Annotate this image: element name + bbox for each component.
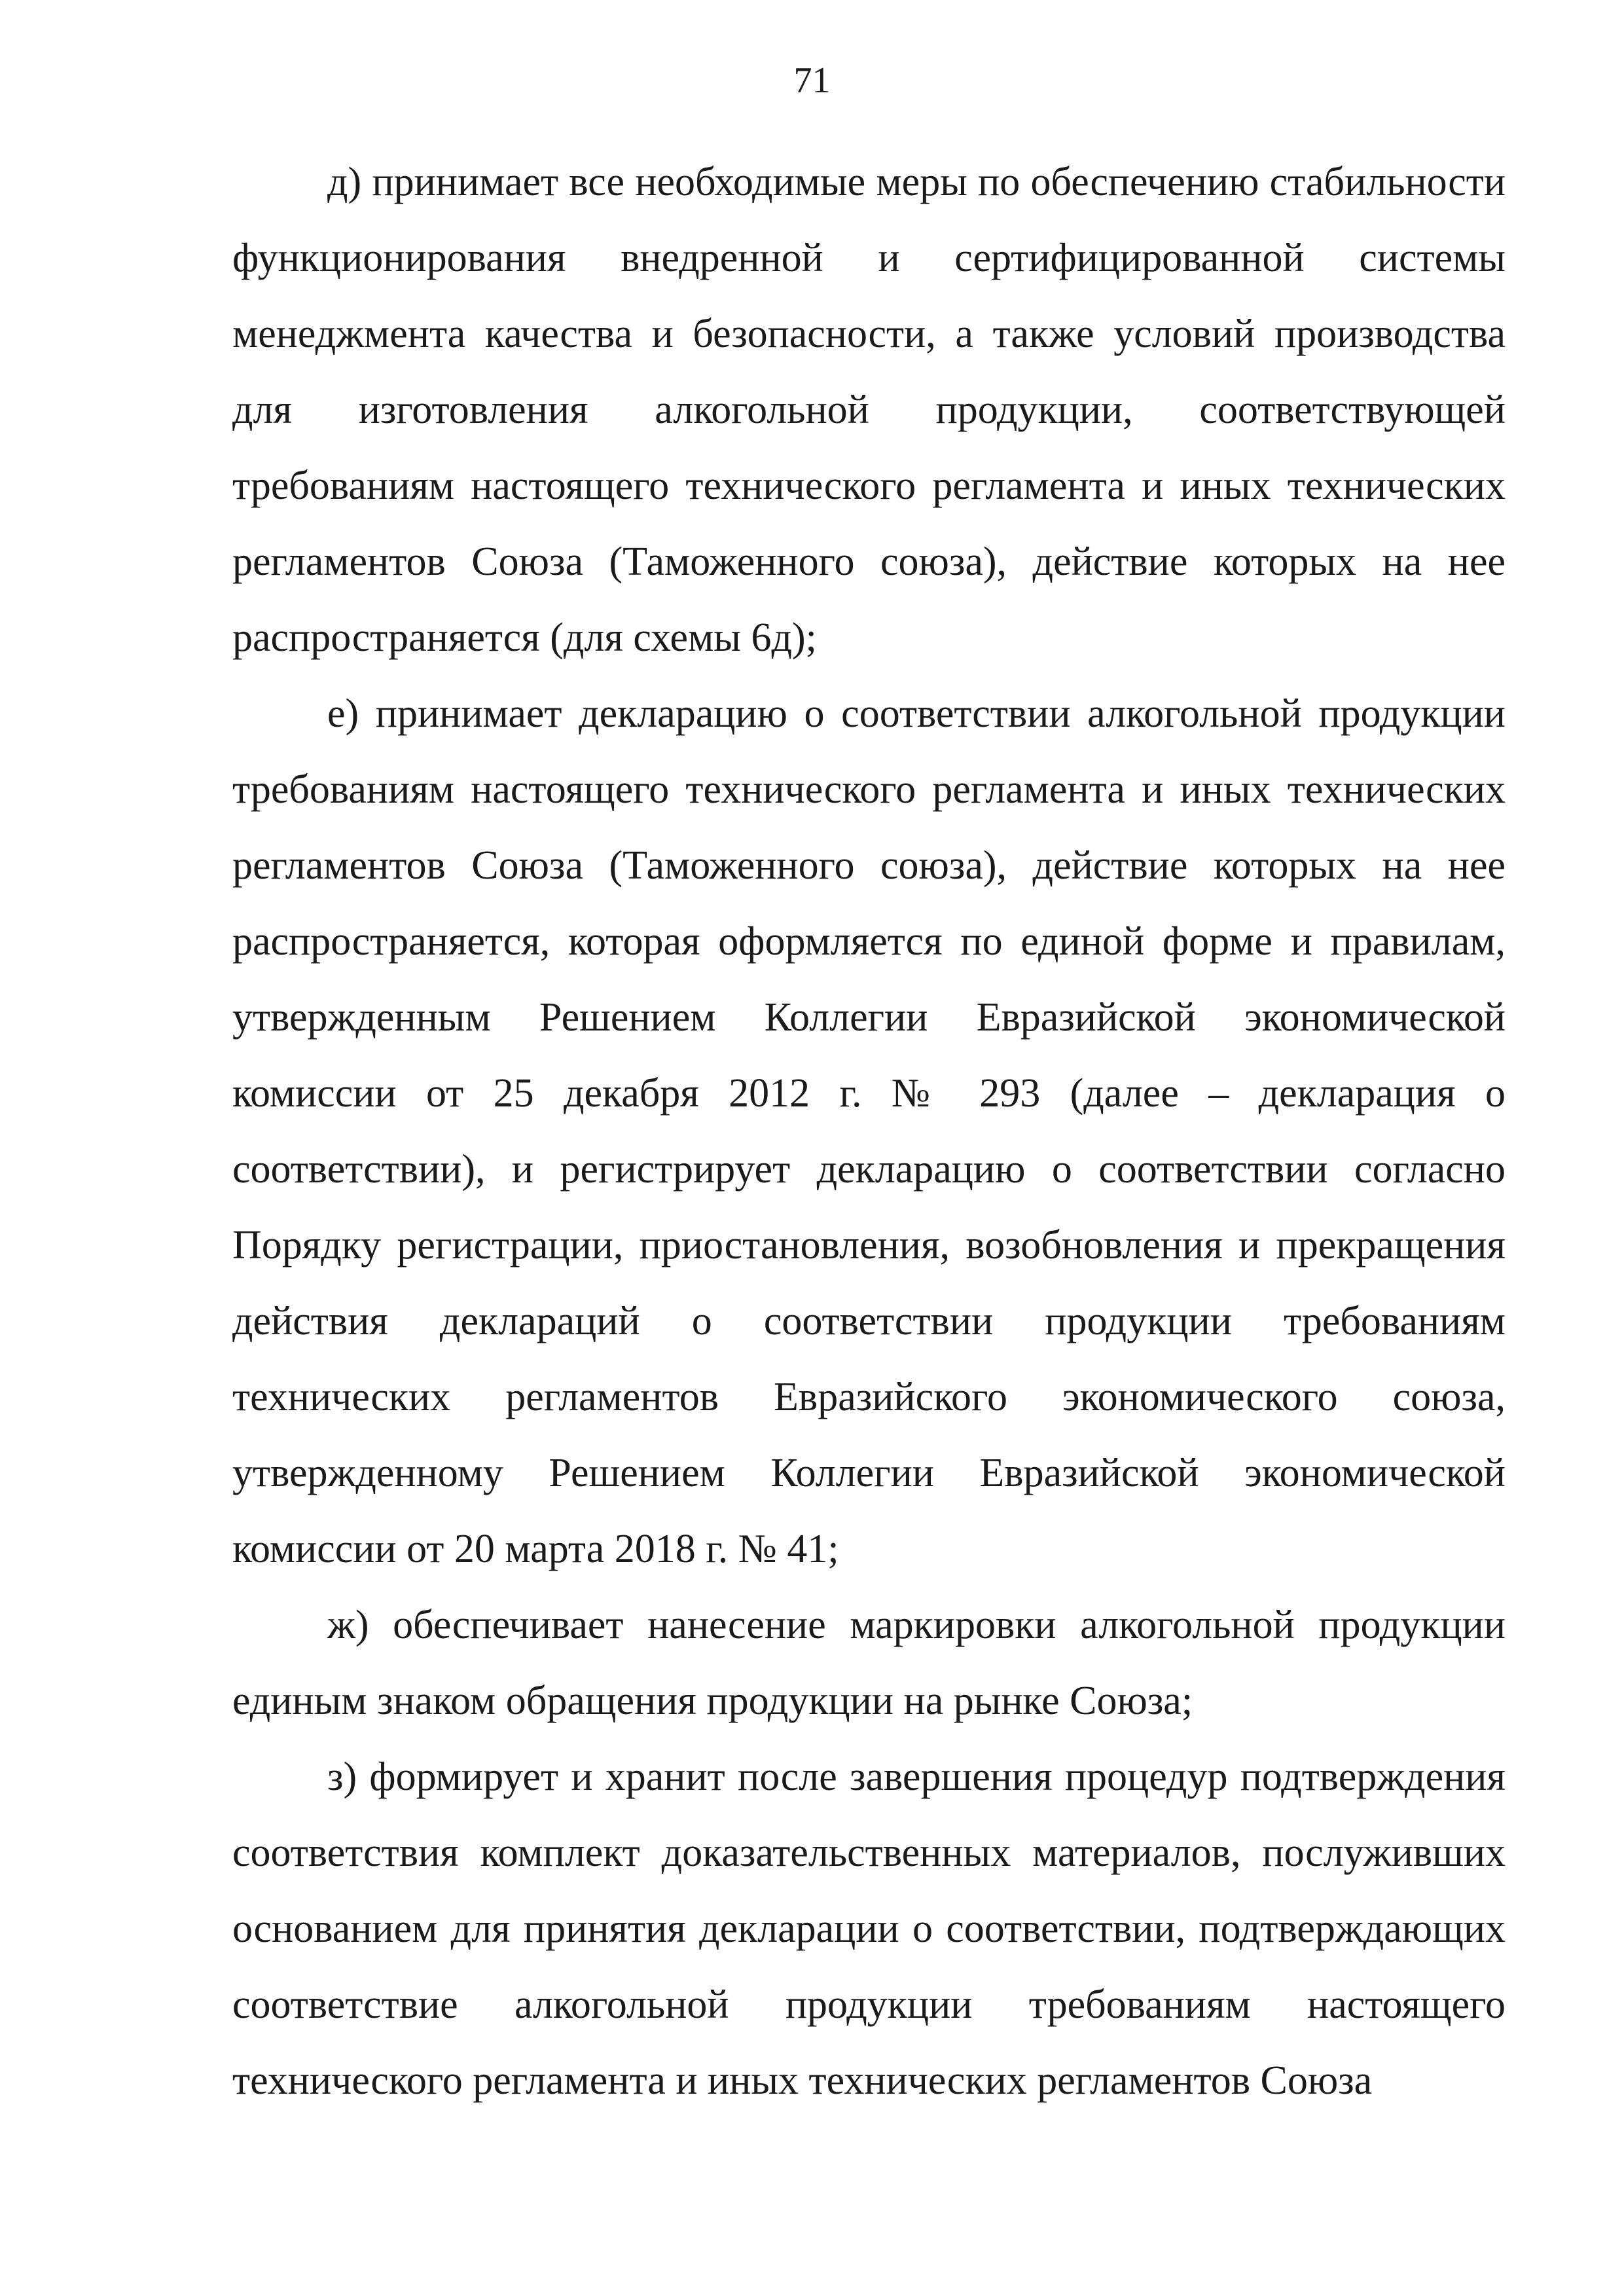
paragraph-e: е) принимает декларацию о соответствии алкогольной продукции требованиям настоящего технического регламента и иных технических регламентов Союза (Таможенного союза), действие которых на нее распространяется, которая оформляется по единой форме и правилам, утвержденным Решением Коллегии Евразийской экономической комиссии от 25 декабря 2012 г. № 293 (далее – декларация о соответствии), и регистрирует декларацию о соответствии согласно Порядку регистрации, приостановления, возобновления и прекращения действия деклараций о соответствии продукции требованиям технических регламентов Евразийского экономического союза, утвержденному Решением Коллегии Евразийской экономической комиссии от 20 марта 2018 г. № 41; bbox=[232, 691, 1506, 1571]
page-number: 71 bbox=[793, 60, 831, 101]
paragraph-z: з) формирует и хранит после завершения процедур подтверждения соответствия комплект доказательственных материалов, послуживших основанием для принятия декларации о соответствии, подтверждающих соответствие алкогольной продукции требованиям настоящего технического регламента и иных технических регламентов Союза bbox=[232, 1755, 1506, 2103]
paragraph-zh: ж) обеспечивает нанесение маркировки алкогольной продукции единым знаком обращения продукции на рынке Союза; bbox=[232, 1603, 1506, 1723]
paragraph-d: д) принимает все необходимые меры по обеспечению стабильности функционирования внедренной и сертифицированной системы менеджмента качества и безопасности, а также условий производства для изготовления алкогольной продукции, соответствующей требованиям настоящего технического регламента и иных технических регламентов Союза (Таможенного союза), действие которых на нее распространяется (для схемы 6д); bbox=[232, 160, 1506, 660]
document-body bbox=[232, 144, 1506, 2119]
